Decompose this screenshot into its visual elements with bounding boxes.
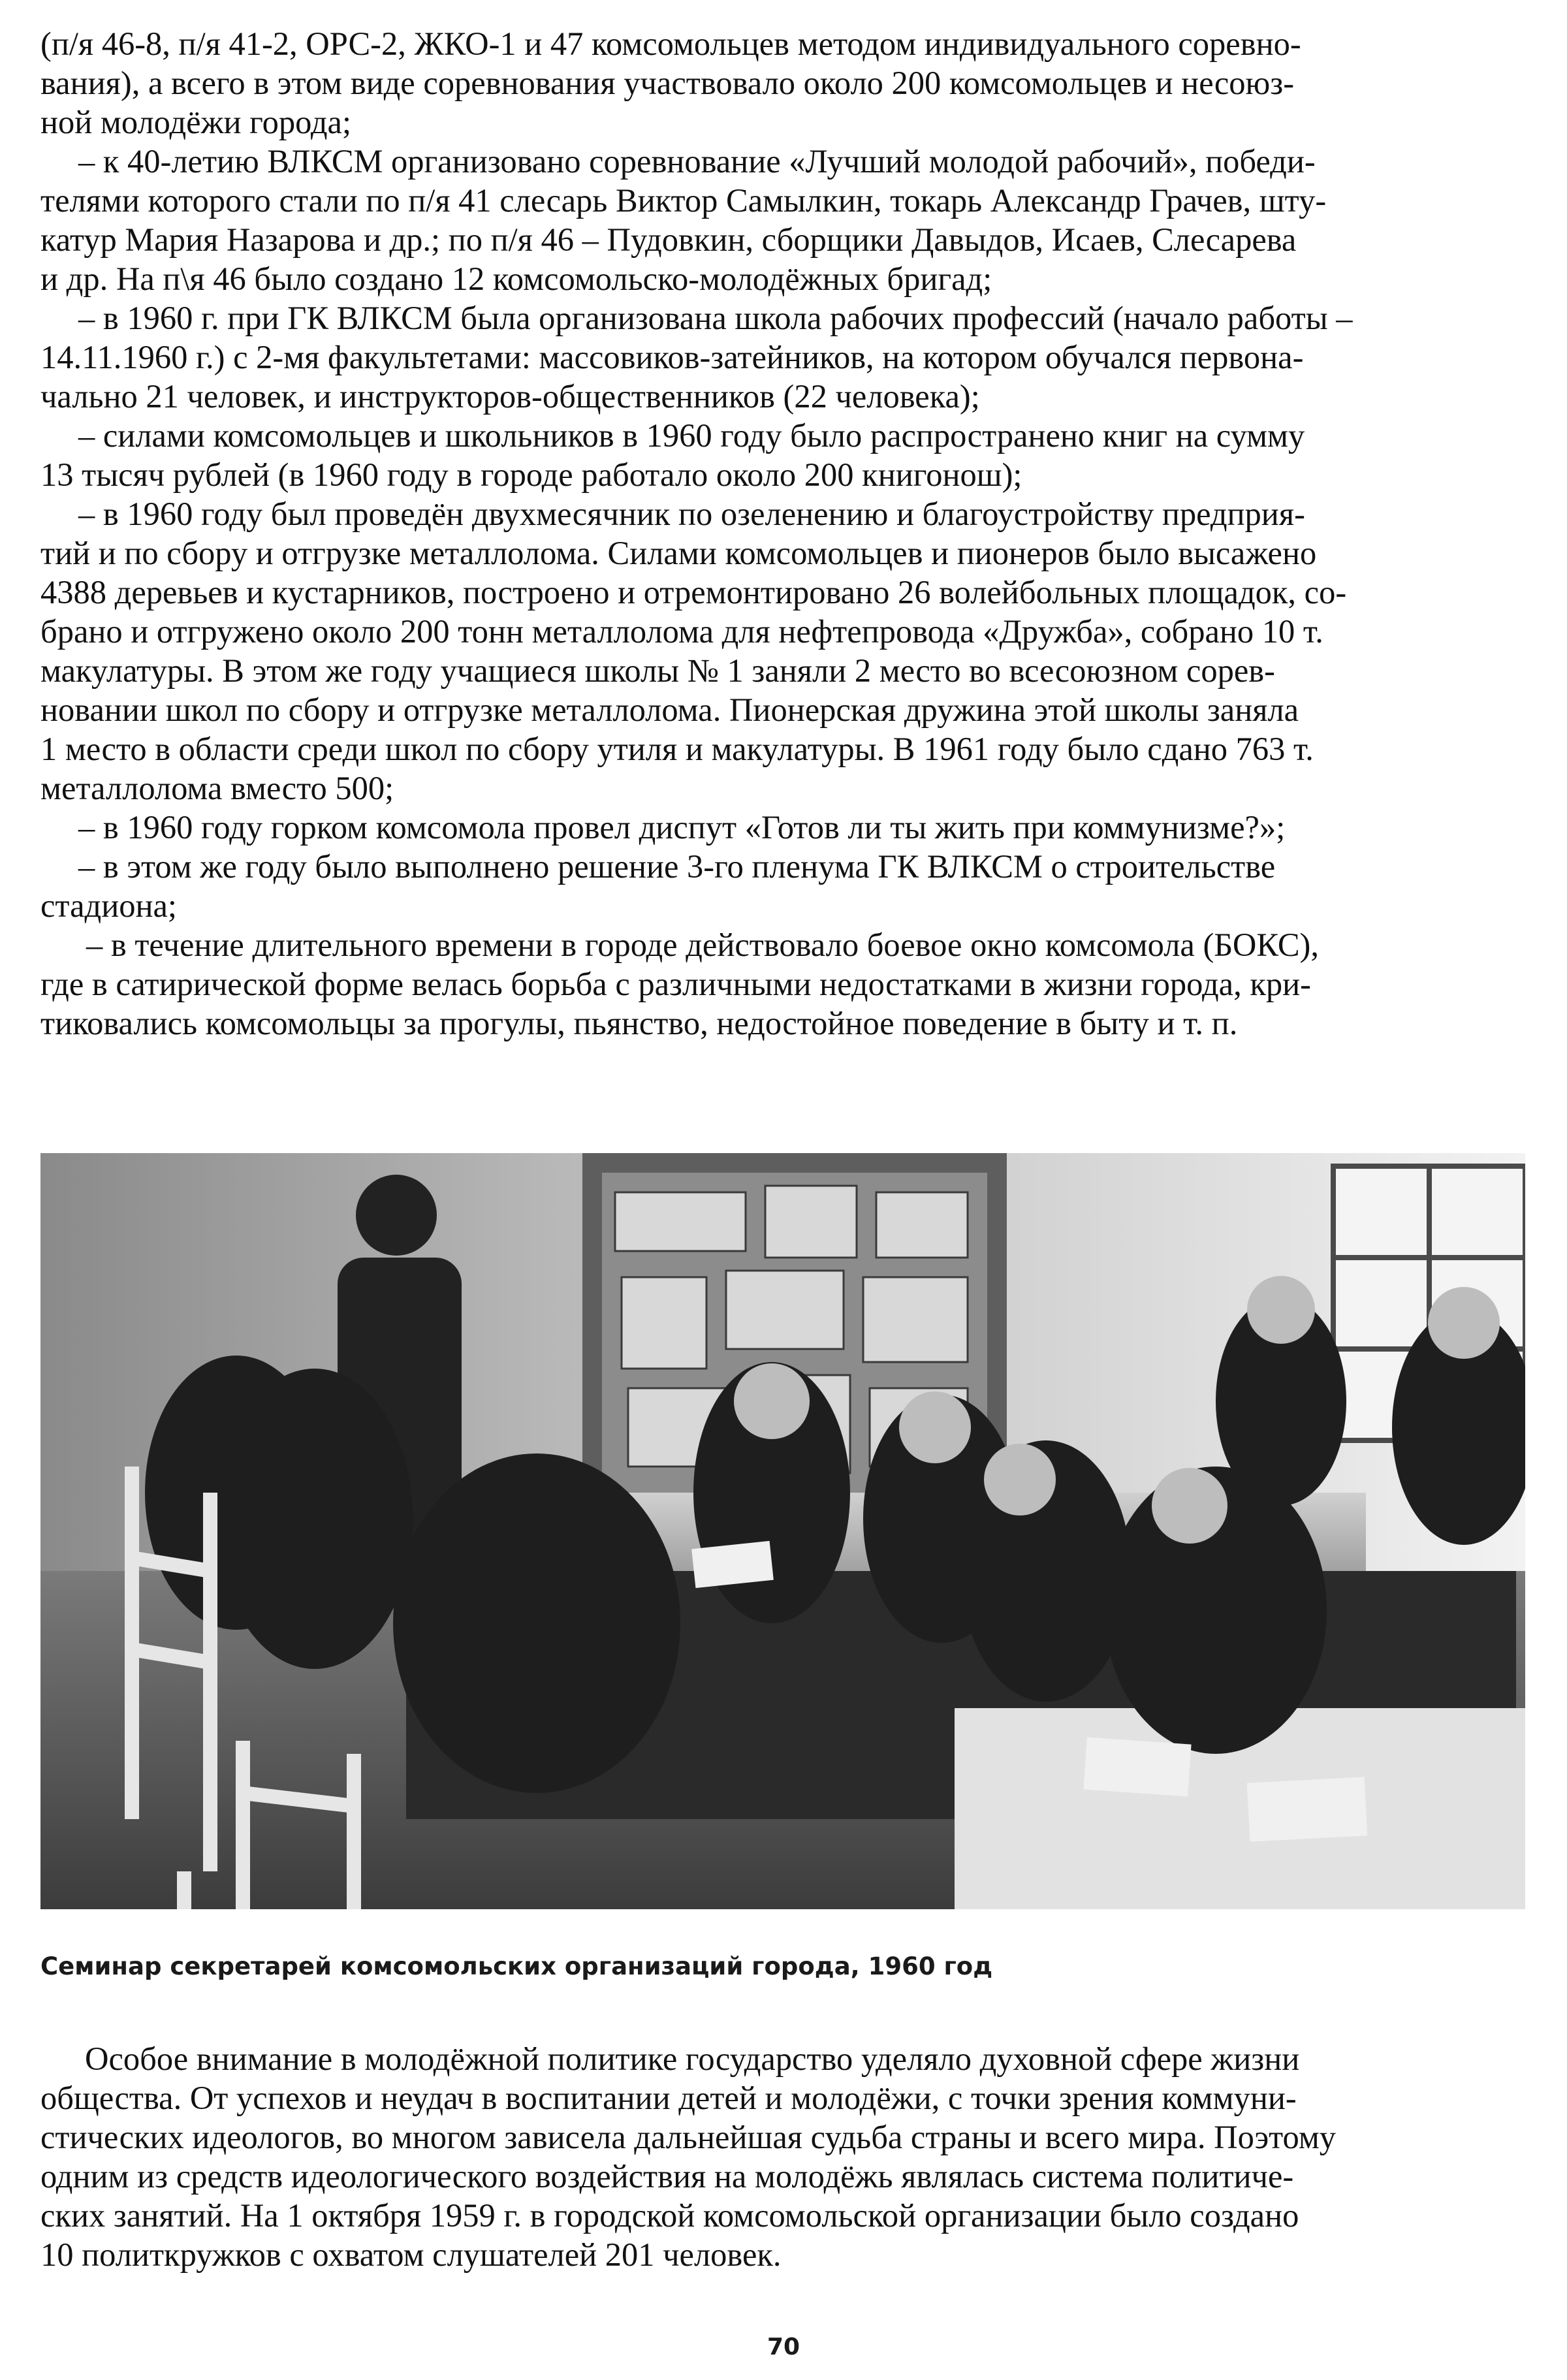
- text-line: тий и по сбору и отгрузке металлолома. Силами комсомольцев и пионеров было высажено: [40, 535, 1317, 571]
- text-line: – в 1960 г. при ГК ВЛКСМ была организована школа рабочих профессий (начало работы –: [78, 300, 1353, 336]
- photo-caption: Семинар секретарей комсомольских организаций города, 1960 год: [40, 1952, 993, 1980]
- text-line: 4388 деревьев и кустарников, построено и отремонтировано 26 волейбольных площадок, со-: [40, 574, 1347, 611]
- text-line: – в этом же году было выполнено решение 3-го пленума ГК ВЛКСМ о строительстве: [78, 848, 1276, 885]
- text-line: брано и отгружено около 200 тонн металлолома для нефтепровода «Дружба», собрано 10 т.: [40, 613, 1323, 650]
- text-line: тиковались комсомольцы за прогулы, пьянство, недостойное поведение в быту и т. п.: [40, 1005, 1238, 1041]
- text-line: ских занятий. На 1 октября 1959 г. в городской комсомольской организации было создано: [40, 2197, 1299, 2234]
- text-line: – в 1960 году горком комсомола провел диспут «Готов ли ты жить при коммунизме?»;: [78, 809, 1286, 846]
- text-line: 13 тысяч рублей (в 1960 году в городе работало около 200 книгонош);: [40, 456, 1022, 493]
- text-line: общества. От успехов и неудач в воспитании детей и молодёжи, с точки зрения коммуни-: [40, 2080, 1297, 2116]
- text-line: и др. На п\я 46 было создано 12 комсомольско-молодёжных бригад;: [40, 261, 992, 297]
- text-line: 14.11.1960 г.) с 2-мя факультетами: массовиков-затейников, на котором обучался первона-: [40, 339, 1304, 375]
- text-line: чально 21 человек, и инструкторов-общественников (22 человека);: [40, 378, 980, 415]
- text-line: металлолома вместо 500;: [40, 770, 394, 806]
- text-line: макулатуры. В этом же году учащиеся школы № 1 заняли 2 место во всесоюзном сорев-: [40, 652, 1275, 689]
- text-line: 1 место в области среди школ по сбору утиля и макулатуры. В 1961 году было сдано 763 т.: [40, 731, 1314, 767]
- text-line: вания), а всего в этом виде соревнования участвовало около 200 комсомольцев и несоюз-: [40, 65, 1295, 101]
- text-line: – в 1960 году был проведён двухмесячник по озеленению и благоустройству предприя-: [78, 496, 1305, 532]
- text-line: ной молодёжи города;: [40, 104, 352, 140]
- text-line: – силами комсомольцев и школьников в 1960 году было распространено книг на сумму: [78, 417, 1305, 454]
- text-line: телями которого стали по п/я 41 слесарь Виктор Самылкин, токарь Александр Грачев, шту-: [40, 182, 1327, 219]
- text-line: стадиона;: [40, 887, 177, 924]
- text-line: – к 40-летию ВЛКСМ организовано соревнование «Лучший молодой рабочий», победи-: [78, 143, 1316, 180]
- text-line: новании школ по сбору и отгрузке металлолома. Пионерская дружина этой школы заняла: [40, 691, 1299, 728]
- text-line: одним из средств идеологического воздействия на молодёжь являлась система политиче-: [40, 2158, 1294, 2195]
- body-text-bottom: [40, 2040, 1527, 2275]
- body-text-top: [40, 25, 1527, 1135]
- text-line: катур Мария Назарова и др.; по п/я 46 – Пудовкин, сборщики Давыдов, Исаев, Слесарева: [40, 221, 1297, 258]
- text-line: Особое внимание в молодёжной политике государство уделяло духовной сфере жизни: [85, 2040, 1300, 2077]
- seminar-photo: [40, 1153, 1525, 1909]
- page-number: 70: [767, 2334, 800, 2360]
- text-line: 10 политкружков с охватом слушателей 201 человек.: [40, 2236, 782, 2273]
- text-line: (п/я 46-8, п/я 41-2, ОРС-2, ЖКО-1 и 47 комсомольцев методом индивидуального соревно-: [40, 25, 1301, 62]
- text-line: где в сатирической форме велась борьба с различными недостатками в жизни города, кри-: [40, 966, 1311, 1002]
- text-line: стических идеологов, во многом зависела дальнейшая судьба страны и всего мира. Поэтому: [40, 2119, 1337, 2155]
- text-line: – в течение длительного времени в городе действовало боевое окно комсомола (БОКС),: [86, 927, 1319, 963]
